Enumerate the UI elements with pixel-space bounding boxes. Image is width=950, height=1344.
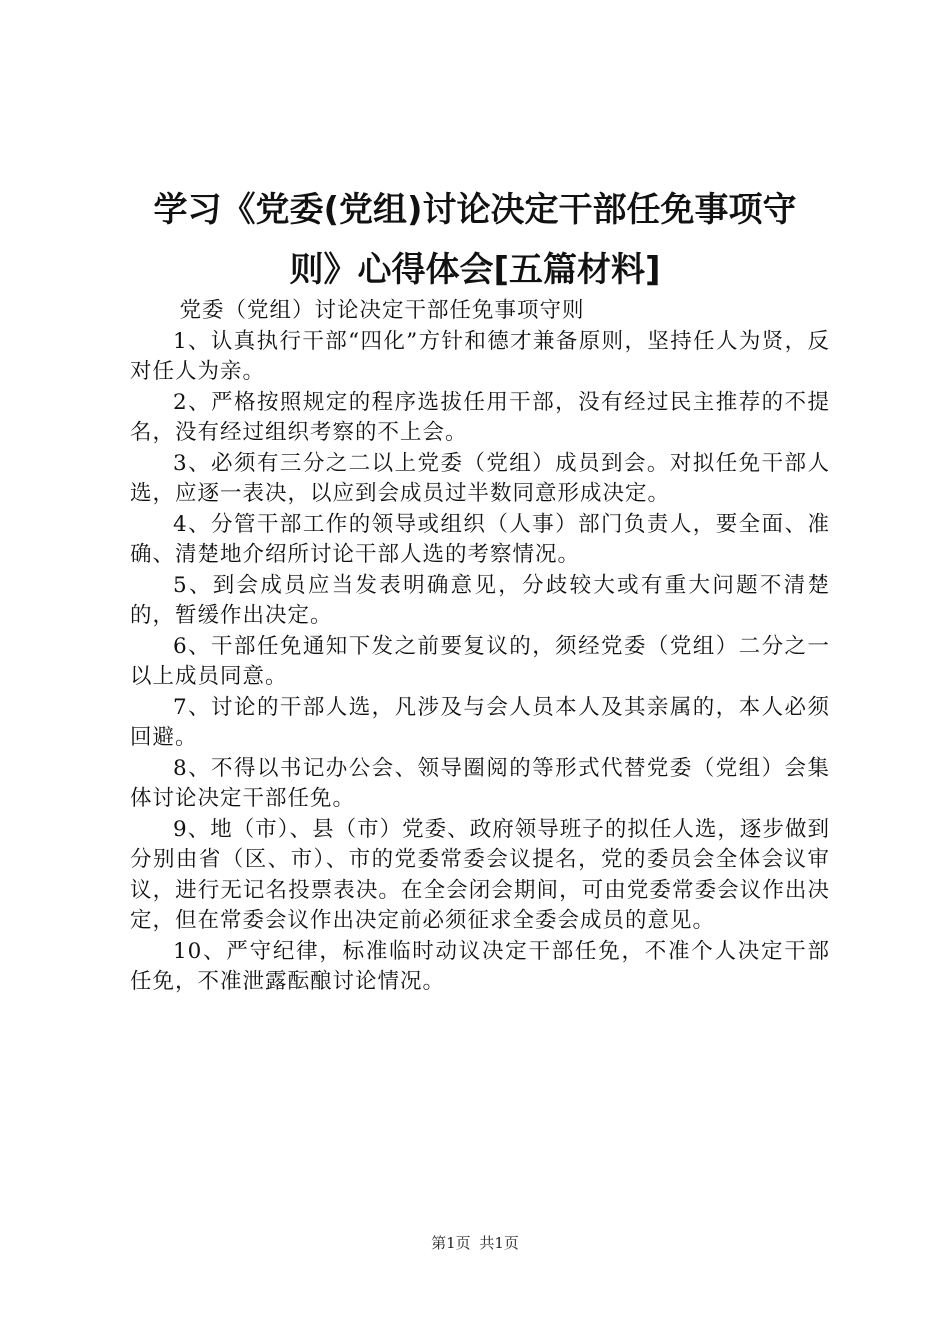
paragraph-6: 6、干部任免通知下发之前要复议的，须经党委（党组）二分之一以上成员同意。 — [130, 633, 830, 689]
document-title — [110, 180, 840, 300]
section-heading: 党委（党组）讨论决定干部任免事项守则 — [179, 298, 585, 323]
page-total: 共1页 — [479, 1234, 519, 1252]
paragraph-5: 5、到会成员应当发表明确意见，分歧较大或有重大问题不清楚的，暂缓作出决定。 — [130, 572, 830, 628]
paragraph-9: 9、地（市）、县（市）党委、政府领导班子的拟任人选，逐步做到分别由省（区、市）、市的党委常委会议提名，党的委员会全体会议审议，进行无记名投票表决。在全会闭会期间，可由党委常委会议作出决定，但在常委会议作出决定前必须征求全委会成员的意见。 — [130, 816, 830, 933]
title-line-2: 则》心得体会[五篇材料] — [289, 250, 661, 290]
paragraph-7: 7、讨论的干部人选，凡涉及与会人员本人及其亲属的，本人必须回避。 — [130, 694, 830, 750]
paragraph-3: 3、必须有三分之二以上党委（党组）成员到会。对拟任免干部人选，应逐一表决，以应到会成员过半数同意形成决定。 — [130, 450, 830, 506]
paragraph-4: 4、分管干部工作的领导或组织（人事）部门负责人，要全面、准确、清楚地介绍所讨论干部人选的考察情况。 — [130, 511, 830, 567]
paragraph-8: 8、不得以书记办公会、领导圈阅的等形式代替党委（党组）会集体讨论决定干部任免。 — [130, 755, 830, 811]
title-line-1: 学习《党委(党组)讨论决定干部任免事项守 — [153, 190, 797, 230]
paragraph-1: 1、认真执行干部“四化”方针和德才兼备原则，坚持任人为贤，反对任人为亲。 — [130, 328, 830, 384]
paragraph-10: 10、严守纪律，标准临时动议决定干部任免，不准个人决定干部任免，不准泄露酝酿讨论情况。 — [130, 938, 830, 994]
document-body — [130, 296, 830, 998]
paragraph-2: 2、严格按照规定的程序选拔任用干部，没有经过民主推荐的不提名，没有经过组织考察的不上会。 — [130, 389, 830, 445]
page-footer — [0, 1232, 950, 1253]
page-number: 第1页 — [431, 1234, 471, 1252]
